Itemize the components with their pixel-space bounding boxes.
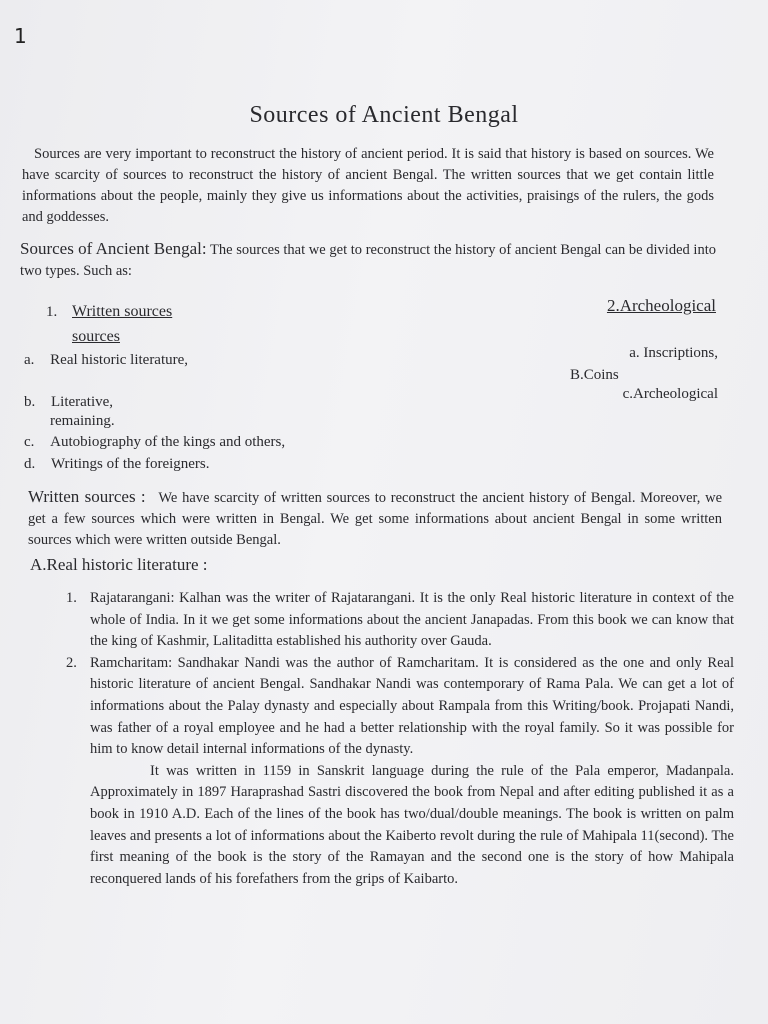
types-text: The sources that we get to reconstruct the history of ancient Bengal can be divided into two types. Such as: bbox=[20, 242, 716, 279]
written-sources-paragraph bbox=[28, 486, 722, 551]
written-type-item: c. Autobiography of the kings and others, bbox=[24, 434, 286, 450]
real-historic-literature-heading: A.Real historic literature : bbox=[30, 555, 208, 574]
written-type-item: b. Literative, bbox=[24, 394, 114, 410]
written-sources-heading: Written sources : bbox=[28, 487, 146, 506]
continuation-paragraph: It was written in 1159 in Sanskrit language during the rule of the Pala emperor, Madanpala. Approximately in 1897 Haraprashad Sastri discovered the book from Nepal and after editing published it as a book in 1910 A.D. Each of the lines of the book has two/dual/double meanings. The book is written on palm leaves and presents a lot of informations about the Kaiberto revolt during the rule of Mahipala 11(second). The first meaning of the book is the story of the Ramayan and the second one is the story of how Mahipala reconquered lands of his forefathers from the grips of Kaibarto. bbox=[90, 762, 734, 887]
archeological-types-title: 2.Archeological bbox=[606, 296, 716, 315]
list-item: 1. Rajatarangani: Kalhan was the writer of Rajatarangani. It is the only Real historic literature in context of the whole of India. In it we get some informations about the ancient Janapadas. From this book we can know that the king of Kashmir, Lalitaditta established his authority over Gauda. bbox=[66, 590, 734, 650]
written-types-title: Written sources bbox=[72, 303, 173, 320]
written-type-item: d. Writings of the foreigners. bbox=[24, 456, 210, 472]
written-types-title-continued: sources bbox=[72, 328, 120, 345]
page-title: Sources of Ancient Bengal bbox=[249, 102, 519, 128]
page-number: 1 bbox=[14, 24, 27, 48]
archeological-type-item: B.Coins bbox=[570, 367, 619, 383]
types-paragraph bbox=[20, 238, 716, 282]
written-sources-text: We have scarcity of written sources to reconstruct the ancient history of Bengal. Moreover, we get a few sources which were written in Bengal. We get some informations about ancient Bengal in some written sources which were written outside Bengal. bbox=[28, 490, 723, 548]
intro-paragraph: Sources are very important to reconstruct the history of ancient period. It is said that history is based on sources. We have scarcity of sources to reconstruct the history of ancient Bengal. The written sources that we get contain little informations about the people, mainly they give us informations about the activities, praisings of the rulers, the gods and goddesses. bbox=[22, 146, 714, 225]
numbered-list bbox=[66, 588, 734, 890]
written-type-item: a. Real historic literature, bbox=[24, 352, 189, 368]
written-types-number: 1. bbox=[46, 304, 58, 320]
list-item: 2. Ramcharitam: Sandhakar Nandi was the author of Ramcharitam. It is considered as the one and only Real historic literature of ancient Bengal. Sandhakar Nandi was contemporary of Rama Pala. We can get a lot of informations about the Palay dynasty and especially about Rampala from this Writing/book. Projapati Nandi, was father of a royal employee and he had a better relationship with the royal family. So it was possible for him to know detail internal informations of the dynasty. bbox=[66, 654, 734, 758]
written-type-item: remaining. bbox=[50, 413, 115, 429]
types-heading: Sources of Ancient Bengal: bbox=[20, 239, 207, 258]
archeological-type-item: a. Inscriptions, bbox=[629, 345, 718, 361]
archeological-type-item: c.Archeological bbox=[622, 386, 718, 402]
